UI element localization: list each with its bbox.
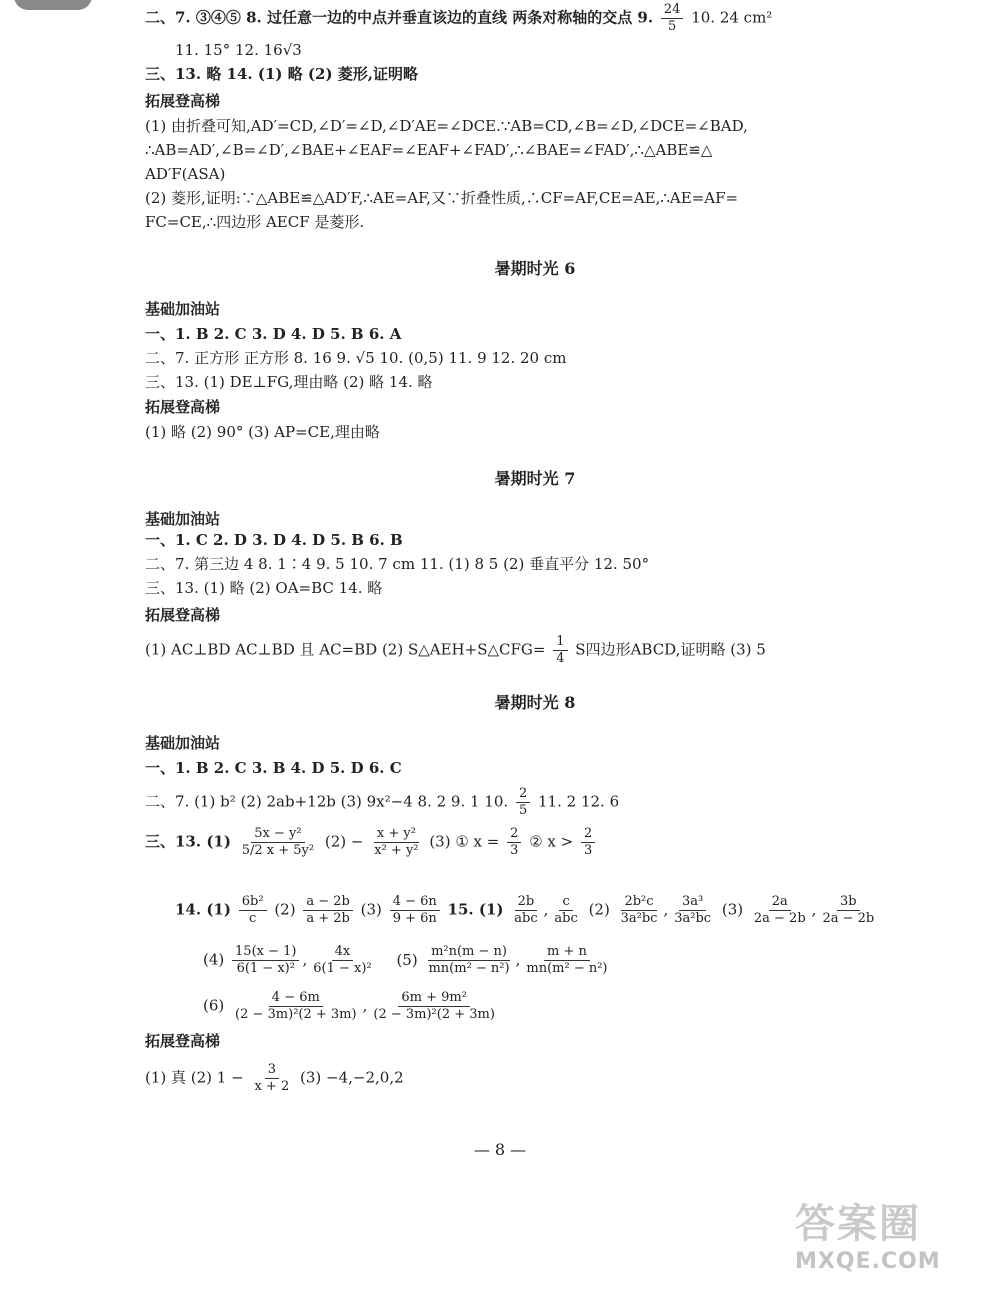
proof-line-3: AD′F(ASA) — [145, 165, 226, 183]
fraction-15-2a: $\frac{\text{2b²c}}{\text{3a²bc}}$ — [620, 894, 658, 926]
fraction-14-2: $\frac{a - 2b}{a + 2b}$ — [303, 894, 353, 927]
fraction-24-5: $\frac{24}{5}$ — [661, 2, 684, 35]
proof-line-5: FC=CE,∴四边形 AECF 是菱形. — [145, 213, 365, 231]
s8-line-14-15: 14. (1) $\frac{\text{6b²}}{c}$ (2) $\frac{a - 2b}{a + 2b}$ (3) $\frac{4 - 6n}{9 + 6n}$ 15. (1) $\frac{2b}{\text{abc}}$ , $\frac{c}{\text{abc}}$ (2) $\frac{\text{2b²c}}{\text{3a²bc}}$ , $\frac{\text{3a³}}{\text{3a²bc}}$ (3) $\frac{2a}{2a - 2b}$ , $\frac{3b}{2a - 2b}$ — [175, 894, 880, 927]
fraction-14-1: $\frac{\text{6b²}}{c}$ — [239, 894, 267, 927]
s8-line-5: (1) 真 (2) 1 − $\frac{3}{x + 2}$ (3) −4,−2,0,2 — [145, 1062, 404, 1094]
fraction-14-3: $\frac{4 - 6n}{9 + 6n}$ — [390, 894, 440, 927]
s8-line-3: 三、13. (1) $\frac{\text{5x − y²}}{\text{5/2 x + 5y²}}$ (2) − $\frac{\text{x + y²}}{\text{x² + y²}}$ (3) ① x = $\frac{2}{3}$ ② x > $\frac{2}{3}$ — [145, 826, 598, 859]
fraction-13-2: $\frac{\text{x + y²}}{\text{x² + y²}}$ — [374, 826, 419, 858]
fraction-15-4a: $\frac{15(x - 1)}{\text{6(1 − x)²}}$ — [232, 944, 299, 977]
page-number: — 8 — — [473, 1140, 527, 1159]
s8-line-2: 二、7. (1) b² (2) 2ab+12b (3) 9x²−4 8. 2 9. 1 10. $\frac{2}{5}$ 11. 2 12. 6 — [145, 786, 620, 818]
section-heading-basic-6: 基础加油站 — [145, 300, 221, 318]
fraction-15-2b: $\frac{\text{3a³}}{\text{3a²bc}}$ — [674, 894, 712, 926]
section-heading-extend-7: 拓展登高梯 — [145, 606, 221, 624]
watermark-url: MXQE.COM — [795, 1249, 941, 1274]
watermark-brand: 答案圈 — [795, 1201, 921, 1247]
fraction-3-x2: $\frac{3}{x + 2}$ — [254, 1062, 290, 1094]
s8-line-15-6: (6) $\frac{4 - 6m}{\text{(2 − 3m)²(2 + 3m)}}$ , $\frac{\text{6m + 9m²}}{\text{(2 − 3m)²(2 + 3m)}}$ — [203, 990, 501, 1023]
s7-line-3: 三、13. (1) 略 (2) OA=BC 14. 略 — [145, 579, 383, 597]
s6-line-2: 二、7. 正方形 正方形 8. 16 9. √5 10. (0,5) 11. 9 12. 20 cm — [145, 349, 567, 367]
section-heading-extend-8: 拓展登高梯 — [145, 1032, 221, 1050]
s6-line-4: (1) 略 (2) 90° (3) AP=CE,理由略 — [145, 423, 380, 441]
s6-line-1: 一、1. B 2. C 3. D 4. D 5. B 6. A — [145, 325, 402, 343]
fraction-13-1: $\frac{\text{5x − y²}}{\text{5/2 x + 5y²}}$ — [241, 826, 315, 858]
fraction-15-5a: $\frac{\text{m²n(m − n)}}{\text{mn(m² − n²)}}$ — [428, 944, 510, 976]
s8-line-15-4-5: (4) $\frac{15(x - 1)}{\text{6(1 − x)²}}$ , $\frac{4x}{\text{6(1 − x)²}}$ (5) $\frac{\text{m²n(m − n)}}{\text{mn(m² − n²)}}$ , $\frac{m + n}{\text{mn(m² − n²)}}$ — [203, 944, 614, 977]
watermark-logo — [795, 1192, 980, 1287]
chapter-title-7: 暑期时光 7 — [494, 469, 576, 488]
fraction-15-6b: $\frac{\text{6m + 9m²}}{\text{(2 − 3m)²(2 + 3m)}}$ — [373, 990, 495, 1022]
fraction-2-5: $\frac{2}{5}$ — [516, 786, 530, 819]
corner-tab — [14, 0, 92, 10]
top-line-3: 三、13. 略 14. (1) 略 (2) 菱形,证明略 — [145, 65, 419, 83]
top-line-2: 11. 15° 12. 16√3 — [175, 41, 302, 59]
fraction-13-3a: $\frac{2}{3}$ — [507, 826, 521, 859]
fraction-15-1a: $\frac{2b}{\text{abc}}$ — [514, 894, 538, 926]
section-heading-extend: 拓展登高梯 — [145, 92, 221, 110]
fraction-15-3b: $\frac{3b}{2a - 2b}$ — [822, 894, 875, 926]
section-heading-basic-8: 基础加油站 — [145, 734, 221, 752]
s7-line-4: (1) AC⊥BD AC⊥BD 且 AC=BD (2) S△AEH+S△CFG= $\frac{1}{4}$ S四边形ABCD,证明略 (3) 5 — [145, 634, 766, 666]
proof-line-2: ∴AB=AD′,∠B=∠D′,∠BAE+∠EAF=∠EAF+∠FAD′,∴∠BAE=∠FAD′,∴△ABE≌△ — [145, 141, 713, 159]
fraction-1-4: $\frac{1}{4}$ — [553, 634, 567, 667]
s7-line-1: 一、1. C 2. D 3. D 4. D 5. B 6. B — [145, 531, 403, 549]
fraction-15-5b: $\frac{m + n}{\text{mn(m² − n²)}}$ — [526, 944, 608, 976]
fraction-15-1b: $\frac{c}{\text{abc}}$ — [554, 894, 578, 926]
proof-line-4: (2) 菱形,证明:∵△ABE≌△AD′F,∴AE=AF,又∵折叠性质,∴CF=AF,CE=AE,∴AE=AF= — [145, 189, 739, 207]
section-heading-extend-6: 拓展登高梯 — [145, 398, 221, 416]
top-line-1: 二、7. ③④⑤ 8. 过任意一边的中点并垂直该边的直线 两条对称轴的交点 9. $\frac{24}{5}$ 10. 24 cm² — [145, 2, 773, 34]
s6-line-3: 三、13. (1) DE⊥FG,理由略 (2) 略 14. 略 — [145, 373, 433, 391]
fraction-15-4b: $\frac{4x}{\text{6(1 − x)²}}$ — [313, 944, 372, 976]
fraction-13-3b: $\frac{2}{3}$ — [581, 826, 595, 859]
proof-line-1: (1) 由折叠可知,AD′=CD,∠D′=∠D,∠D′AE=∠DCE.∵AB=CD,∠B=∠D,∠DCE=∠BAD, — [145, 117, 748, 135]
chapter-title-6: 暑期时光 6 — [494, 259, 576, 278]
fraction-15-3a: $\frac{2a}{2a - 2b}$ — [753, 894, 806, 926]
s8-line-1: 一、1. B 2. C 3. B 4. D 5. D 6. C — [145, 759, 402, 777]
section-heading-basic-7: 基础加油站 — [145, 510, 221, 528]
fraction-15-6a: $\frac{4 - 6m}{\text{(2 − 3m)²(2 + 3m)}}$ — [235, 990, 357, 1022]
chapter-title-8: 暑期时光 8 — [494, 693, 576, 712]
s7-line-2: 二、7. 第三边 4 8. 1∶4 9. 5 10. 7 cm 11. (1) 8 5 (2) 垂直平分 12. 50° — [145, 555, 650, 573]
